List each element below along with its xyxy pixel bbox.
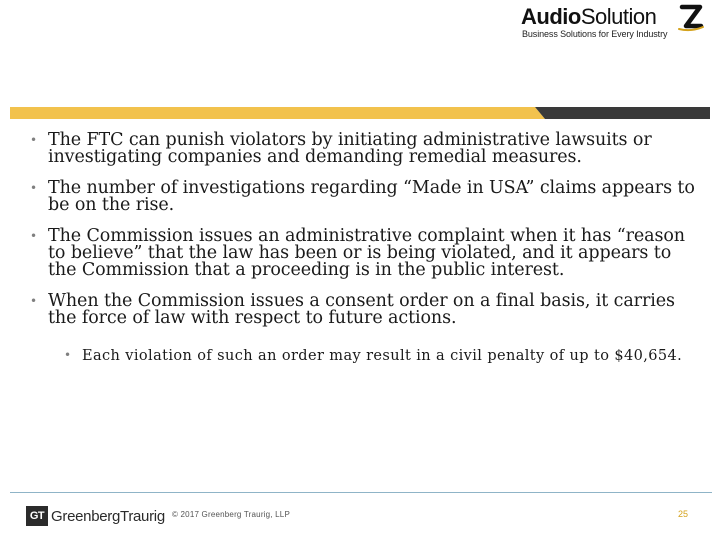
z-logo-icon: [676, 2, 706, 32]
gt-mark: GT: [26, 506, 48, 526]
gt-name: GreenbergTraurig: [51, 507, 165, 525]
copyright-text: © 2017 Greenberg Traurig, LLP: [172, 510, 290, 519]
bullet-dot-icon: •: [30, 229, 37, 243]
logo-brand: [521, 4, 656, 30]
bullet-item: [26, 228, 696, 279]
bullet-text: The FTC can punish violators by initiating administrative lawsuits or investigating companies and demanding remedial measures.: [48, 130, 652, 167]
audiosolutionz-logo: [521, 4, 706, 44]
greenberg-traurig-logo: [26, 505, 165, 527]
bullet-dot-icon: •: [30, 181, 37, 195]
bullet-dot-icon: •: [30, 294, 37, 308]
bullet-item: [26, 180, 696, 214]
bullet-dot-icon: •: [30, 133, 37, 147]
bullet-dot-icon: •: [64, 348, 72, 362]
bullet-text: The Commission issues an administrative complaint when it has “reason to believe” that the law has been or is being violated, and it appears to the Commission that a proceeding is in the public interest.: [48, 226, 685, 280]
sub-bullet-item: [60, 349, 696, 364]
bullet-item: [26, 132, 696, 166]
logo-brand-bold: Audio: [521, 4, 581, 29]
bullet-item: [26, 293, 696, 327]
header-band: [10, 107, 710, 119]
bullet-list: [26, 132, 696, 378]
logo-brand-rest: Solution: [580, 4, 657, 29]
bullet-text: The number of investigations regarding “Made in USA” claims appears to be on the rise.: [48, 178, 695, 215]
footer-divider: [10, 492, 712, 493]
logo-tagline: Business Solutions for Every Industry: [522, 29, 668, 39]
sub-bullet-text: Each violation of such an order may result in a civil penalty of up to $40,654.: [82, 348, 683, 364]
page-number: 25: [677, 509, 688, 519]
bullet-text: When the Commission issues a consent order on a final basis, it carries the force of law with respect to future actions.: [48, 291, 675, 328]
